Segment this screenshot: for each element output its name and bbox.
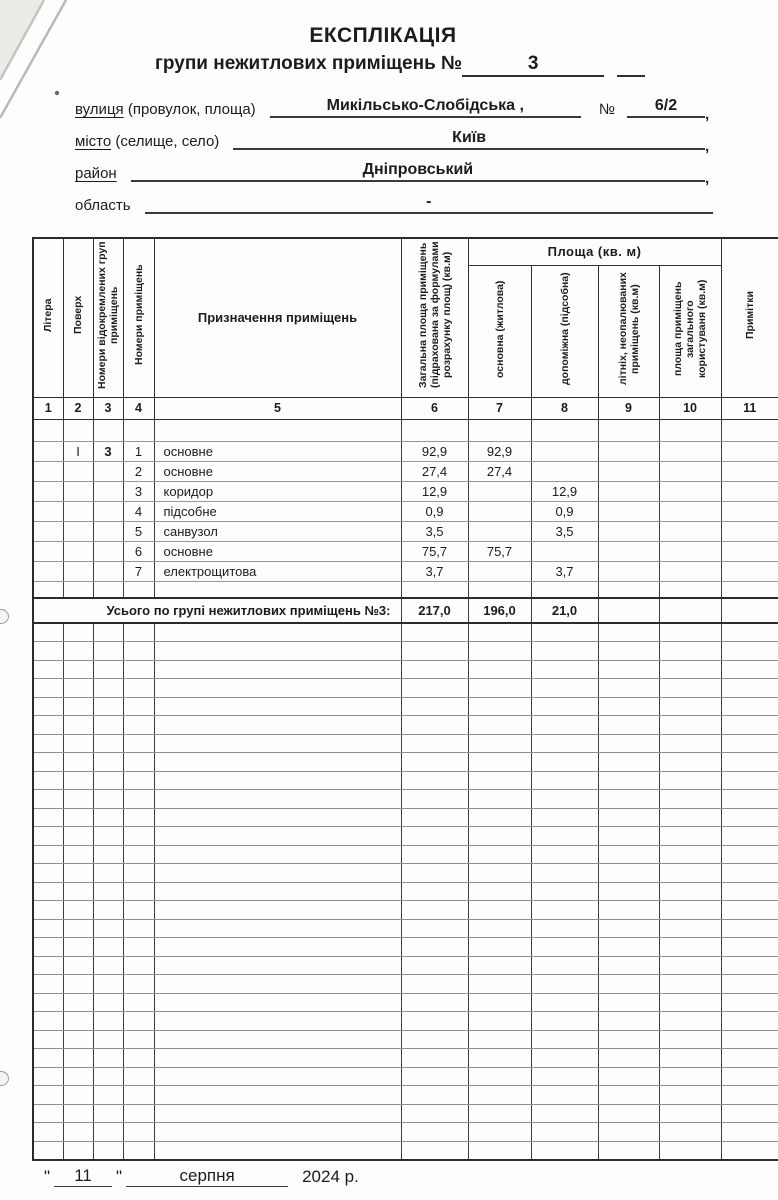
empty-table-row [33, 864, 778, 883]
document-title: ЕКСПЛІКАЦІЯ [309, 24, 457, 47]
total-area-sum: 217,0 [401, 598, 468, 623]
region-value: - [145, 192, 713, 214]
subtitle-trailing-line [617, 52, 645, 77]
col-header-purpose: Призначення приміщень [154, 238, 401, 397]
col-header-floor: Поверх [63, 238, 93, 397]
empty-table-row [33, 771, 778, 790]
col-header-total-area: Загальна площа приміщень (підрахована за формулами розрахунку площ) (кв.м) [401, 238, 468, 397]
empty-table-row [33, 827, 778, 846]
total-row-label: Усього по групі нежитлових приміщень №3: [33, 598, 401, 623]
empty-table-row [33, 1030, 778, 1049]
empty-table-row [33, 1012, 778, 1031]
empty-table-row [33, 956, 778, 975]
empty-table-row [33, 938, 778, 957]
empty-table-row [33, 790, 778, 809]
empty-table-row [33, 975, 778, 994]
street-number-label: № [598, 101, 615, 118]
district-value: Дніпровський [131, 160, 705, 182]
empty-table-row [33, 919, 778, 938]
col-header-group-numbers: Номери відокремлених груп приміщень [93, 238, 123, 397]
empty-table-row [33, 1123, 778, 1142]
table-row: 3 коридор 12,9 12,9 [33, 481, 778, 501]
empty-table-row [33, 419, 778, 441]
table-row: І 3 1 основне 92,9 92,9 [33, 441, 778, 461]
empty-table-row [33, 660, 778, 679]
field-city [75, 128, 713, 155]
empty-table-row [33, 716, 778, 735]
date-year: 2024 р. [302, 1167, 359, 1186]
table-row: 4 підсобне 0,9 0,9 [33, 501, 778, 521]
field-region [75, 192, 713, 214]
line-tail-mark: , [705, 170, 710, 187]
document-subtitle [155, 52, 715, 77]
empty-table-row [33, 993, 778, 1012]
explication-table [32, 237, 778, 1161]
group-number-value: 3 [462, 53, 604, 77]
street-label: вулиця [75, 101, 124, 118]
col-header-litera: Літера [33, 238, 63, 397]
main-area-sum: 196,0 [468, 598, 531, 623]
street-value: Микільсько-Слобідська , [270, 96, 581, 118]
subtitle-text: групи нежитлових приміщень № [155, 52, 463, 74]
col-header-common-area: площа приміщень загального користуваня (кв.м) [659, 265, 721, 397]
field-district [75, 160, 713, 187]
city-value: Київ [233, 128, 705, 150]
district-label: район [75, 165, 117, 182]
empty-rows-body [33, 623, 778, 1161]
open-quote: " [44, 1167, 51, 1186]
table-row: 2 основне 27,4 27,4 [33, 461, 778, 481]
empty-table-row [33, 642, 778, 661]
empty-table-row [33, 1049, 778, 1068]
col-header-aux-area: допоміжна (підсобна) [531, 265, 598, 397]
street-label-paren: (провулок, площа) [123, 101, 256, 118]
col-header-main-area: основна (житлова) [468, 265, 531, 397]
street-number-value: 6/2 [627, 96, 705, 118]
col-header-summer-area: літніх, неопалюваних приміщень (кв.м) [598, 265, 659, 397]
empty-table-row [33, 901, 778, 920]
date-month: серпня [126, 1166, 288, 1187]
empty-table-row [33, 1086, 778, 1105]
column-number-row: 1 2 3 4 5 6 7 8 9 10 11 [33, 397, 778, 419]
line-tail-mark: , [705, 106, 710, 123]
field-street [75, 96, 713, 123]
table-row: 7 електрощитова 3,7 3,7 [33, 561, 778, 581]
city-label: місто [75, 133, 112, 150]
col-header-notes: Примітки [721, 238, 778, 397]
close-quote: " [116, 1167, 123, 1186]
total-row [33, 598, 778, 623]
empty-table-row [33, 697, 778, 716]
city-label-paren: (селище, село) [111, 133, 220, 150]
empty-table-row [33, 623, 778, 642]
empty-table-row [33, 1067, 778, 1086]
region-label: область [75, 197, 131, 214]
empty-table-row [33, 581, 778, 598]
date-day: 11 [54, 1166, 112, 1187]
empty-table-row [33, 1104, 778, 1123]
table-row: 5 санвузол 3,5 3,5 [33, 521, 778, 541]
empty-table-row [33, 679, 778, 698]
area-group-header: Площа (кв. м) [468, 238, 721, 265]
empty-table-row [33, 1141, 778, 1160]
empty-table-row [33, 734, 778, 753]
empty-table-row [33, 845, 778, 864]
line-tail-mark: , [705, 138, 710, 155]
empty-table-row [33, 753, 778, 772]
hole-punch-mark [0, 1071, 9, 1086]
table-row: 6 основне 75,7 75,7 [33, 541, 778, 561]
empty-table-row [33, 808, 778, 827]
date-line [40, 1166, 359, 1187]
hole-punch-mark [0, 609, 9, 624]
aux-area-sum: 21,0 [531, 598, 598, 623]
col-header-room-numbers: Номери приміщень [123, 238, 154, 397]
empty-table-row [33, 882, 778, 901]
